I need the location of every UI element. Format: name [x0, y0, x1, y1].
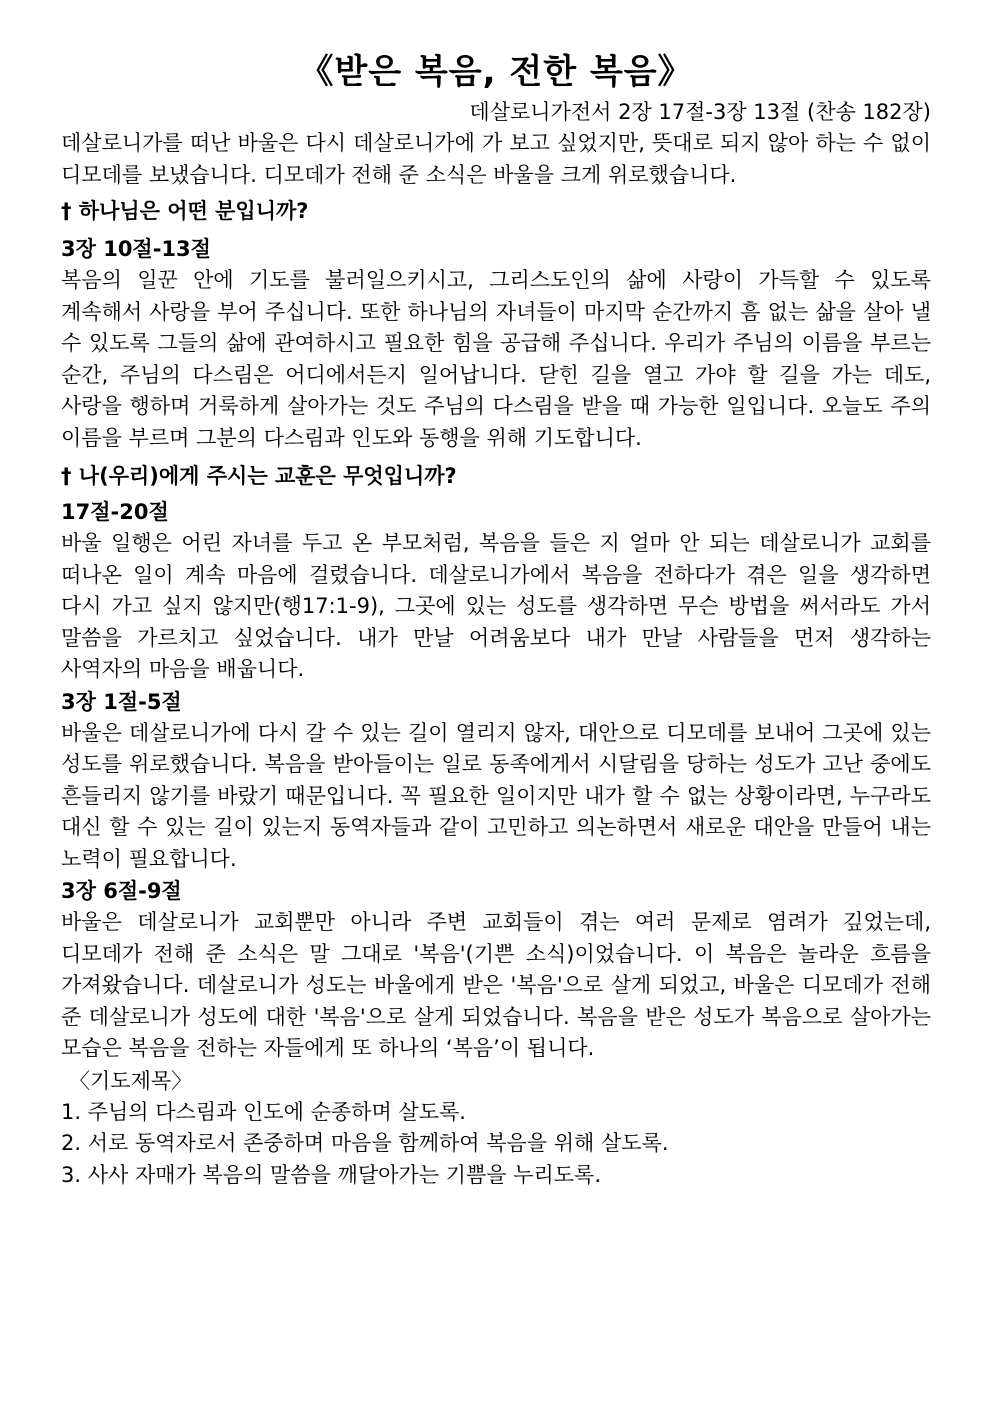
- prayer-topics-list: [61, 1097, 931, 1192]
- verse-range-heading: 17절-20절: [61, 500, 169, 524]
- scripture-reference: 데살로니가전서 2장 17절-3장 13절 (찬송 182장): [469, 100, 931, 124]
- prayer-item: 3. 사사 자매가 복음의 말씀을 깨달아가는 기쁨을 누리도록.: [61, 1162, 602, 1187]
- verse-range-heading: 3장 1절-5절: [61, 689, 182, 714]
- verse-range-heading: 3장 6절-9절: [61, 879, 182, 903]
- prayer-item: 2. 서로 동역자로서 존중하며 마음을 함께하여 복음을 위해 살도록.: [61, 1131, 669, 1155]
- devotional-page: [61, 48, 931, 1191]
- lesson-paragraph: 바울은 데살로니가에 다시 갈 수 있는 길이 열리지 않자, 대안으로 디모데를 보내어 그곳에 있는 성도를 위로했습니다. 복음을 받아들이는 일로 동족에게서 시달림을 당하는 성도가 고난 중에도 흔들리지 않기를 바랐기 때문입니다. 꼭 필요한 일이지만 내가 할 수 없는 상황이라면, 누구라도 대신 할 수 있는 길이 있는지 동역자들과 같이 고민하고 의논하면서 새로운 대안을 만들어 내는 노력이 필요합니다.: [61, 720, 931, 871]
- prayer-topics-heading: 〈기도제목〉: [69, 1068, 193, 1093]
- prayer-item: 1. 주님의 다스림과 인도에 순종하며 살도록.: [61, 1099, 466, 1124]
- page-title: 《받은 복음, 전한 복음》: [299, 52, 693, 92]
- verse-range-heading: 3장 10절-13절: [61, 237, 211, 261]
- intro-paragraph: 데살로니가를 떠난 바울은 다시 데살로니가에 가 보고 싶었지만, 뜻대로 되지 않아 하는 수 없이 디모데를 보냈습니다. 디모데가 전해 준 소식은 바울을 크게 위로했습니다.: [61, 131, 931, 187]
- question-lesson-for-us: † 나(우리)에게 주시는 교훈은 무엇입니까?: [61, 464, 457, 488]
- question-who-is-god: † 하나님은 어떤 분입니까?: [61, 199, 309, 223]
- lesson-paragraph: 바울은 데살로니가 교회뿐만 아니라 주변 교회들이 겪는 여러 문제로 염려가 깊었는데, 디모데가 전해 준 소식은 말 그대로 '복음'(기쁜 소식)이었습니다. 이 복음은 놀라운 흐름을 가져왔습니다. 데살로니가 성도는 바울에게 받은 '복음'으로 살게 되었고, 바울은 디모데가 전해 준 데살로니가 성도에 대한 '복음'으로 살게 되었습니다. 복음을 받은 성도가 복음으로 살아가는 모습은 복음을 전하는 자들에게 또 하나의 ‘복음’이 됩니다.: [61, 910, 931, 1060]
- section1-paragraph: 복음의 일꾼 안에 기도를 불러일으키시고, 그리스도인의 삶에 사랑이 가득할 수 있도록 계속해서 사랑을 부어 주십니다. 또한 하나님의 자녀들이 마지막 순간까지 흠 없는 삶을 살아 낼 수 있도록 그들의 삶에 관여하시고 필요한 힘을 공급해 주십니다. 우리가 주님의 이름을 부르는 순간, 주님의 다스림은 어디에서든지 일어납니다. 닫힌 길을 열고 가야 할 길을 가는 데도, 사랑을 행하며 거룩하게 살아가는 것도 주님의 다스림을 받을 때 가능한 일입니다. 오늘도 주의 이름을 부르며 그분의 다스림과 인도와 동행을 위해 기도합니다.: [61, 268, 931, 450]
- lesson-paragraph: 바울 일행은 어린 자녀를 두고 온 부모처럼, 복음을 들은 지 얼마 안 되는 데살로니가 교회를 떠나온 일이 계속 마음에 걸렸습니다. 데살로니가에서 복음을 전하다가 겪은 일을 생각하면 다시 가고 싶지 않지만(행17:1-9), 그곳에 있는 성도를 생각하면 무슨 방법을 써서라도 가서 말씀을 가르치고 싶었습니다. 내가 만날 어려움보다 내가 만날 사람들을 먼저 생각하는 사역자의 마음을 배웁니다.: [61, 531, 931, 681]
